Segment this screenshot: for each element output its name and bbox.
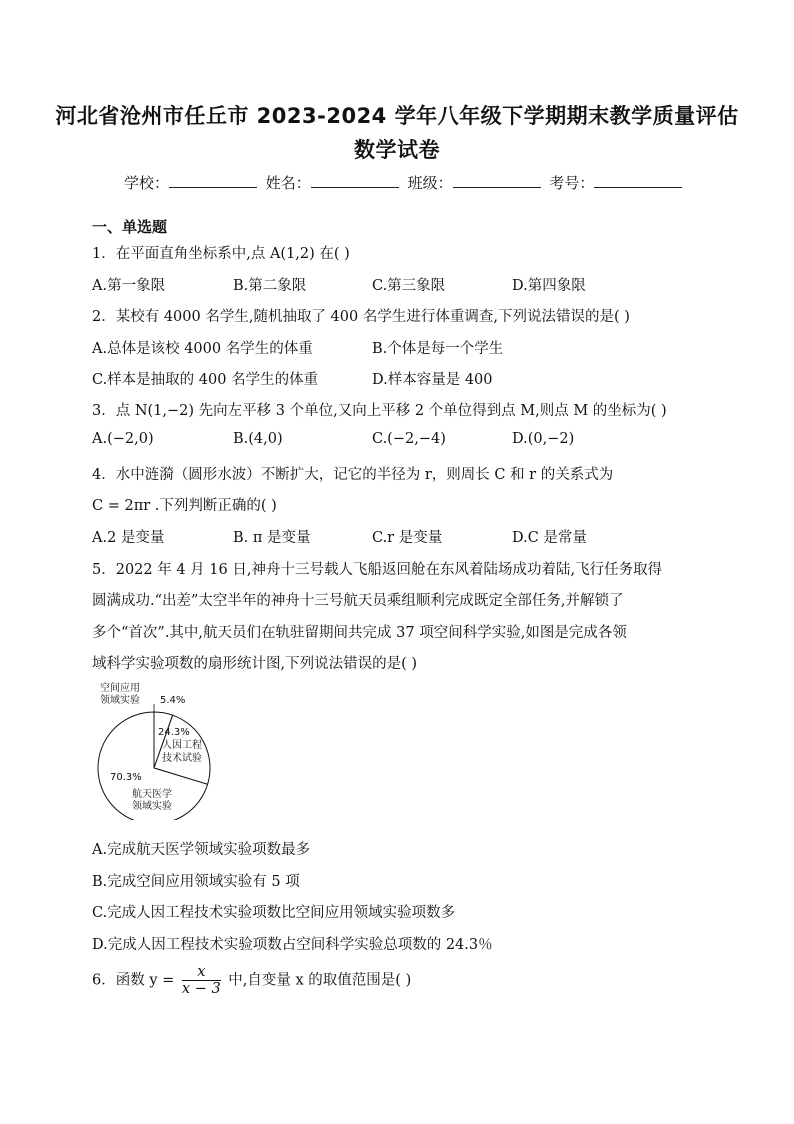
q6-prefix: 6．函数 y = <box>92 972 175 989</box>
human-factors-percent: 24.3% <box>158 727 190 738</box>
q5-option-a[interactable]: A.完成航天医学领域实验项数最多 <box>92 842 311 858</box>
q5-stem-line1: 5．2022 年 4 月 16 日,神舟十三号载人飞船返回舱在东风着陆场成功着陆,飞行任务取得 <box>92 562 663 578</box>
q5-option-d[interactable]: D.完成人因工程技术实验项数占空间科学实验总项数的 24.3％ <box>92 937 493 953</box>
q1-option-d[interactable]: D.第四象限 <box>512 278 586 294</box>
space-app-label-line1: 空间应用 <box>100 683 140 694</box>
q2-stem: 2．某校有 4000 名学生,随机抽取了 400 名学生进行体重调查,下列说法错误的是( ) <box>92 309 630 325</box>
q1-option-b[interactable]: B.第二象限 <box>233 278 307 294</box>
q6-fraction <box>182 964 221 997</box>
name-blank[interactable] <box>311 173 399 188</box>
q6-stem <box>92 964 411 997</box>
q2-option-a[interactable]: A.总体是该校 4000 名学生的体重 <box>92 341 313 357</box>
space-app-percent: 5.4% <box>160 695 186 706</box>
q3-stem: 3．点 N(1,−2) 先向左平移 3 个单位,又向上平移 2 个单位得到点 M,则点 M 的坐标为( ) <box>92 403 667 419</box>
q6-fraction-denominator: x − 3 <box>181 981 221 997</box>
q1-option-a[interactable]: A.第一象限 <box>92 278 166 294</box>
pie-chart <box>96 680 226 820</box>
student-info-row <box>124 172 686 193</box>
exam-title-line2: 数学试卷 <box>354 138 440 162</box>
q3-option-a[interactable]: A.(−2,0) <box>92 431 154 447</box>
class-blank[interactable] <box>453 173 541 188</box>
q4-option-c[interactable]: C.r 是变量 <box>372 530 443 546</box>
name-label: 姓名： <box>265 174 311 192</box>
class-label: 班级： <box>407 174 453 192</box>
q1-option-c[interactable]: C.第三象限 <box>372 278 446 294</box>
exam-title-line1: 河北省沧州市任丘市 2023-2024 学年八年级下学期期末教学质量评估 <box>55 104 739 128</box>
space-app-label-line2: 领域实验 <box>100 695 140 706</box>
q5-option-b[interactable]: B.完成空间应用领域实验有 5 项 <box>92 874 300 890</box>
q5-stem-line4: 域科学实验项数的扇形统计图,下列说法错误的是( ) <box>92 656 418 672</box>
aerospace-med-label-line2: 领域实验 <box>132 801 172 812</box>
q4-stem-line2: C = 2πr .下列判断正确的( ) <box>92 498 277 514</box>
q3-option-c[interactable]: C.(−2,−4) <box>372 431 446 447</box>
q5-option-c[interactable]: C.完成人因工程技术实验项数比空间应用领域实验项数多 <box>92 905 456 921</box>
q4-option-a[interactable]: A.2 是变量 <box>92 530 165 546</box>
q2-option-c[interactable]: C.样本是抽取的 400 名学生的体重 <box>92 372 319 388</box>
aerospace-med-label-line1: 航天医学 <box>132 789 172 800</box>
human-factors-label-line2: 技术试验 <box>162 753 202 764</box>
exam-number-blank[interactable] <box>594 173 682 188</box>
school-blank[interactable] <box>169 173 257 188</box>
q2-option-d[interactable]: D.样本容量是 400 <box>372 372 493 388</box>
q6-fraction-numerator: x <box>182 964 221 981</box>
aerospace-med-percent: 70.3% <box>110 772 142 783</box>
q4-option-b[interactable]: B. π 是变量 <box>233 530 311 546</box>
q5-stem-line3: 多个“首次”.其中,航天员们在轨驻留期间共完成 37 项空间科学实验,如图是完成各领 <box>92 625 627 641</box>
q6-suffix: 中,自变量 x 的取值范围是( ) <box>228 972 412 989</box>
q3-option-d[interactable]: D.(0,−2) <box>512 431 575 447</box>
q1-stem: 1．在平面直角坐标系中,点 A(1,2) 在( ) <box>92 246 350 262</box>
human-factors-label-line1: 人因工程 <box>162 740 202 751</box>
q2-option-b[interactable]: B.个体是每一个学生 <box>372 341 504 357</box>
q3-option-b[interactable]: B.(4,0) <box>233 431 283 447</box>
section-title: 一、单选题 <box>92 218 168 236</box>
q4-stem-line1: 4．水中涟漪（圆形水波）不断扩大，记它的半径为 r，则周长 C 和 r 的关系式为 <box>92 467 614 483</box>
exam-number-label: 考号： <box>549 174 595 192</box>
school-label: 学校： <box>124 174 170 192</box>
q5-stem-line2: 圆满成功.“出差”太空半年的神舟十三号航天员乘组顺利完成既定全部任务,并解锁了 <box>92 593 624 609</box>
q4-option-d[interactable]: D.C 是常量 <box>512 530 587 546</box>
